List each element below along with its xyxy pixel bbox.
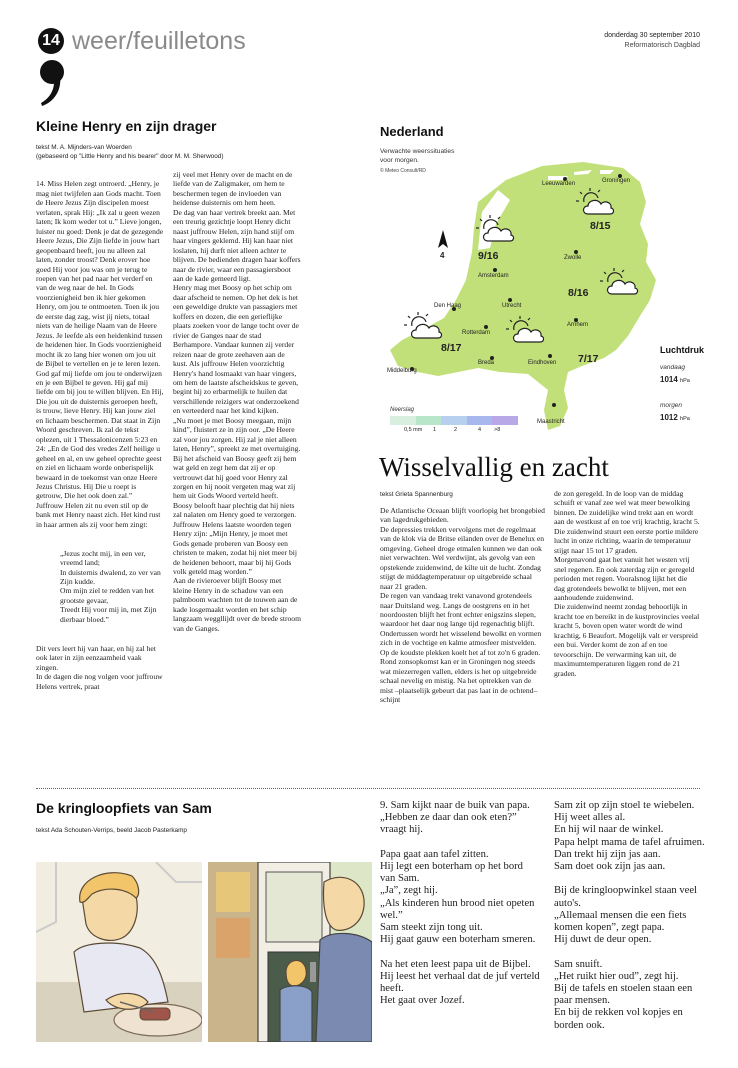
legend-swatch <box>467 416 493 425</box>
temp-amsterdam: 9/16 <box>478 250 499 262</box>
weather-title: Nederland <box>380 124 444 139</box>
story2-title: De kringloopfiets van Sam <box>36 800 212 816</box>
legend-label: >8 <box>494 427 501 433</box>
temp-east: 8/16 <box>568 287 589 299</box>
comma-mark <box>36 58 68 108</box>
temp-southeast: 7/17 <box>578 353 599 365</box>
forecast-column-1: De Atlantische Oceaan blijft voorlopig het brongebied van lagedrukgebieden. De depressies trekken vervolgens met de regelmaat van de klok via de Britse eilanden over de Benelux en omgeving. Geheel droge etmalen kunnen we dan ook niet verwachten. Wel verdwijnt, als gevolg van een opstekende zuidenwind, de kilte uit de lucht. Zondag stijgt de middagtemperatuur op uitgebreide schaal naar 21 graden. De regen van vandaag trekt vanavond grotendeels naar Duitsland weg. Langs de oostgrens en in het noordoosten blijft het front echter enigszins slepen, waardoor het daar nog lange tijd regenachtig blijft. Ondertussen wordt het wisselend bewolkt en vormen zich in de vochtige en kalme atmosfeer mistvelden. Op de koudste plekken koelt het af tot zo'n 6 graden. Rond zonsopkomst kan er in Groningen nog steeds wat miezerregen vallen, elders is het op uitgebreide schaal nevelig en mistig. Na het optrekken van de mist –plaatselijk gebeurt dat pas laat in de ochtend– schijnt <box>380 506 545 705</box>
weather-subtitle: Verwachte weerssituaties voor morgen. <box>380 148 455 164</box>
legend-swatch <box>441 416 467 425</box>
city-groningen: Groningen <box>602 178 631 184</box>
city-den-haag: Den Haag <box>434 303 462 309</box>
illustration-boy-eating <box>36 862 202 1042</box>
sun-cloud-icon <box>600 268 640 298</box>
pressure-today-label: vandaag <box>660 364 685 371</box>
story1-poem: „Jezus zocht mij, in een ver, vreemd land; In duisternis dwalend, zo ver van Zijn kudde. Om mijn ziel te redden van het grootste gevaar, Treedt Hij voor mij in, met Zijn dierbaar bloed.” <box>60 548 161 624</box>
legend-label: 0,5 mm <box>404 427 423 433</box>
story1-column-1 <box>36 170 164 762</box>
sun-cloud-icon <box>404 312 444 342</box>
pressure-today: 1014 hPa <box>660 375 690 384</box>
story2-credit: tekst Ada Schouten-Verrips, beeld Jacob Pasterkamp <box>36 827 187 834</box>
legend-swatch <box>492 416 518 425</box>
city-maastricht: Maastricht <box>537 419 565 425</box>
precip-legend <box>390 416 518 425</box>
weather-copyright: © Meteo Consult/RD <box>380 168 426 174</box>
sun-cloud-icon <box>576 188 616 218</box>
city-middelburg: Middelburg <box>387 368 417 374</box>
pressure-title: Luchtdruk <box>660 345 704 355</box>
story1-col1-text: 14. Miss Helen zegt ontroerd. „Henry, je mag niet twijfelen aan Gods macht. Toen de Heere Jezus Zijn discipelen moest verlaten, sprak Hij: „Ik zal u geen wezen laten; Ik kom weder tot u.” Lieve jongen, luister nu goed: Denk je dat de gezegende Heere Jezus, Die Zijn liefde in jouw hart geopenbaard heeft, jou nu alleen zal laten, zonder troost? Denk erover hoe goed Hij voor jou was om je terug te roepen van het pad naar het verderf en van de weg naar de hel. In Gods voorzienigheid ben ik hier gekomen Henry, om jou te ontmoeten. Toen ik jou de eerste dag zag, wist jij niets, totaal niets van de heilige Naam van de Heere Jezus. Je leefde als een heidenkind tussen de heidenen hier. In Gods voorzienigheid mocht ik zo lang hier wonen om jou uit de Bijbel te vertellen en je te leren lezen. God gaf mij liefde om jou te onderwijzen en je een Bijbel te geven. Hij gaf mij liefde om bij jou te willen blijven. En Hij, Die jou uit de duisternis geroepen heeft, is trouw, lieve Henry. Hij kan jouw ziel en lichaam beschermen. Dat staat in Zijn Woord geschreven. Ik zal de tekst oplezen, uit 1 Thessalonicenzen 5:23 en 24: „En de God des vredes Zelf heilige u geheel en al, en uw geheel oprechte geest en ziel en lichaam worde onberispelijk bewaard in de toekomst van onze Heere Jezus Christus. Hij Die u roept is getrouw, Die het ook doen zal.” Juffrouw Helen zit nu even stil op de bank met Henry naast zich. Het kind rust in haar armen als zij voor hem zingt: <box>36 179 164 529</box>
story1-title: Kleine Henry en zijn drager <box>36 118 217 134</box>
city-rotterdam: Rotterdam <box>462 330 491 336</box>
city-zwolle: Zwolle <box>564 255 582 261</box>
pressure-tomorrow-label: morgen <box>660 402 683 409</box>
city-leeuwarden: Leeuwarden <box>542 181 576 187</box>
sun-cloud-icon <box>506 316 546 346</box>
illustration-shop-door <box>208 862 372 1042</box>
sun-cloud-icon <box>476 215 516 245</box>
legend-swatch <box>416 416 442 425</box>
story1-source: (gebaseerd op "Little Henry and his bearer" door M. M. Sherwood) <box>36 153 224 160</box>
city-arnhem: Arnhem <box>567 322 589 328</box>
legend-label: 2 <box>454 427 458 433</box>
header-paper: Reformatorisch Dagblad <box>624 42 700 49</box>
section-title: weer/feuilletons <box>72 27 246 55</box>
story1-author: tekst M. A. Mijnders-van Woerden <box>36 144 132 151</box>
netherlands-map <box>378 140 698 440</box>
story1-col1-end: Dit vers leert hij van haar, en hij zal het ook later in zijn eenzaamheid vaak zingen. In de dagen die nog volgen voor juffrouw Helens vertrek, praat <box>36 643 163 691</box>
page-number: 14 <box>42 32 60 49</box>
temp-southwest: 8/17 <box>441 342 462 354</box>
precip-legend-title: Neerslag <box>390 407 415 413</box>
legend-swatch <box>390 416 416 425</box>
legend-label: 4 <box>478 427 482 433</box>
north-arrow-icon <box>438 230 448 248</box>
legend-label: 1 <box>433 427 437 433</box>
header-date: donderdag 30 september 2010 <box>604 32 700 39</box>
story2-column-2: Sam zit op zijn stoel te wiebelen. Hij weet alles al. En hij wil naar de winkel. Papa helpt mama de tafel afruimen. Dan trekt hij zijn jas aan. Sam doet ook zijn jas aan. Bij de kringloopwinkel staan veel auto's. „Allemaal mensen die een fiets komen kopen”, zegt papa. Hij duwt de deur open. Sam snuift. „Het ruikt hier oud”, zegt hij. Bij de tafels en stoelen staan een paar mensen. En bij de rekken vol kopjes en borden ook. <box>554 800 705 1031</box>
forecast-author: tekst Grieta Spannenburg <box>380 491 453 498</box>
story1-column-2: zij veel met Henry over de macht en de liefde van de Zaligmaker, om hem te beschermen tegen de invloeden van heidense duisternis om hem heen. De dag van haar vertrek breekt aan. Met een treurig gezichtje loopt Henry dicht naast juffrouw Helen, zijn hand stijf om haar vingers geklemd. Hij kan haar niet loslaten, hij durft niet alleen achter te blijven. De bedienden dragen haar koffers naar de rivier, waar een passagiersboot aan de kade gemeerd ligt. Henry mag met Boosy op het schip om daar afscheid te nemen. Op het dek is het een geweldige drukte van passagiers met koffers en dozen, die een gerieflijke plaats zoeken voor de lange tocht over de rivier de Ganges naar de stad Berhampore. Vandaar kunnen zij verder reizen naar de grote zeehaven aan de kust. Als juffrouw Helen voorzichtig Henry's hand losmaakt van haar vingers, om hem de laatste afscheidskus te geven, begint hij zo erbarmelijk te huilen dat verschillende reizigers wat onderzoekend en verteederd naar het kind kijken. „Nu moet je met Boosy meegaan, mijn kind”, fluistert ze in zijn oor. „De Heere zal voor jou zorgen. Hij zal je niet alleen laten, Henry”, spreekt ze met overtuiging. Bij het afscheid van Boosy geeft zij hem wat geld en zegt hem dat zij er op vertrouwt dat hij goed voor Henry zal zorgen en hij nooit vergeten mag wat zij hem uit Gods Woord verteld heeft. Boosy belooft haar plechtig dat hij niets zal nalaten om Henry goed te verzorgen. Juffrouw Helens laatste woorden tegen Henry zijn: „Mijn Henry, je moet met Gods genade proberen van Boosy een christen te maken, zodat hij niet meer bij de heidenen behoort, maar bij hij Gods volk geteld mag worden.” Aan de rivieroever blijft Boosy met kleine Henry in de schaduw van een palmboom wachten tot de touwen aan de kade losgemaakt worden en het schip langzaam weggllijdt over de brede stroom van de Ganges. <box>173 170 301 633</box>
forecast-title: Wisselvallig en zacht <box>379 452 609 482</box>
city-utrecht: Utrecht <box>502 303 522 309</box>
section-divider <box>36 788 700 789</box>
city-amsterdam: Amsterdam <box>478 273 509 279</box>
pressure-tomorrow: 1012 hPa <box>660 413 690 422</box>
temp-north: 8/15 <box>590 220 611 232</box>
story2-column-1: 9. Sam kijkt naar de buik van papa. „Hebben ze daar dan ook eten?” vraagt hij. Papa gaat aan tafel zitten. Hij legt een boterham op het bord van Sam. „Ja”, zegt hij. „Als kinderen hun brood niet opeten wel.” Sam steekt zijn tong uit. Hij gaat gauw een boterham smeren. Na het eten leest papa uit de Bijbel. Hij leest het verhaal dat de juf verteld heeft. Het gaat over Jozef. <box>380 800 540 1007</box>
city-breda: Breda <box>478 360 495 366</box>
city-eindhoven: Eindhoven <box>528 360 557 366</box>
forecast-column-2: de zon geregeld. In de loop van de middag schuift er vanaf zee wel wat meer bewolking binnen. De zuidelijke wind trekt aan en wordt aan de westkust af en toe vrij krachtig, kracht 5. Die zuidenwind stuurt een eerste portie mildere lucht in onze richting, waarin de temperatuur stijgt naar 15 tot 17 graden. Morgenavond gaat het vanuit het westen vrij snel regenen. En ook zaterdag zijn er geregeld perioden met regen. Vooralsnog lijkt het die dag grotendeels bewolkt te blijven, met een aanhoudende zuidenwind. Die zuidenwind neemt zondag behoorlijk in kracht toe en bereikt in de kustprovincies veelal kracht 5, boven open water wordt de wind krachtig, 6 Beaufort. Mogelijk valt er verspreid een bui. Verder komt de zon af en toe tevoorschijn. De verwarming kan uit, de maximumtemperaturen liggen rond de 21 graden. <box>554 489 700 678</box>
wind-force: 4 <box>440 251 445 260</box>
